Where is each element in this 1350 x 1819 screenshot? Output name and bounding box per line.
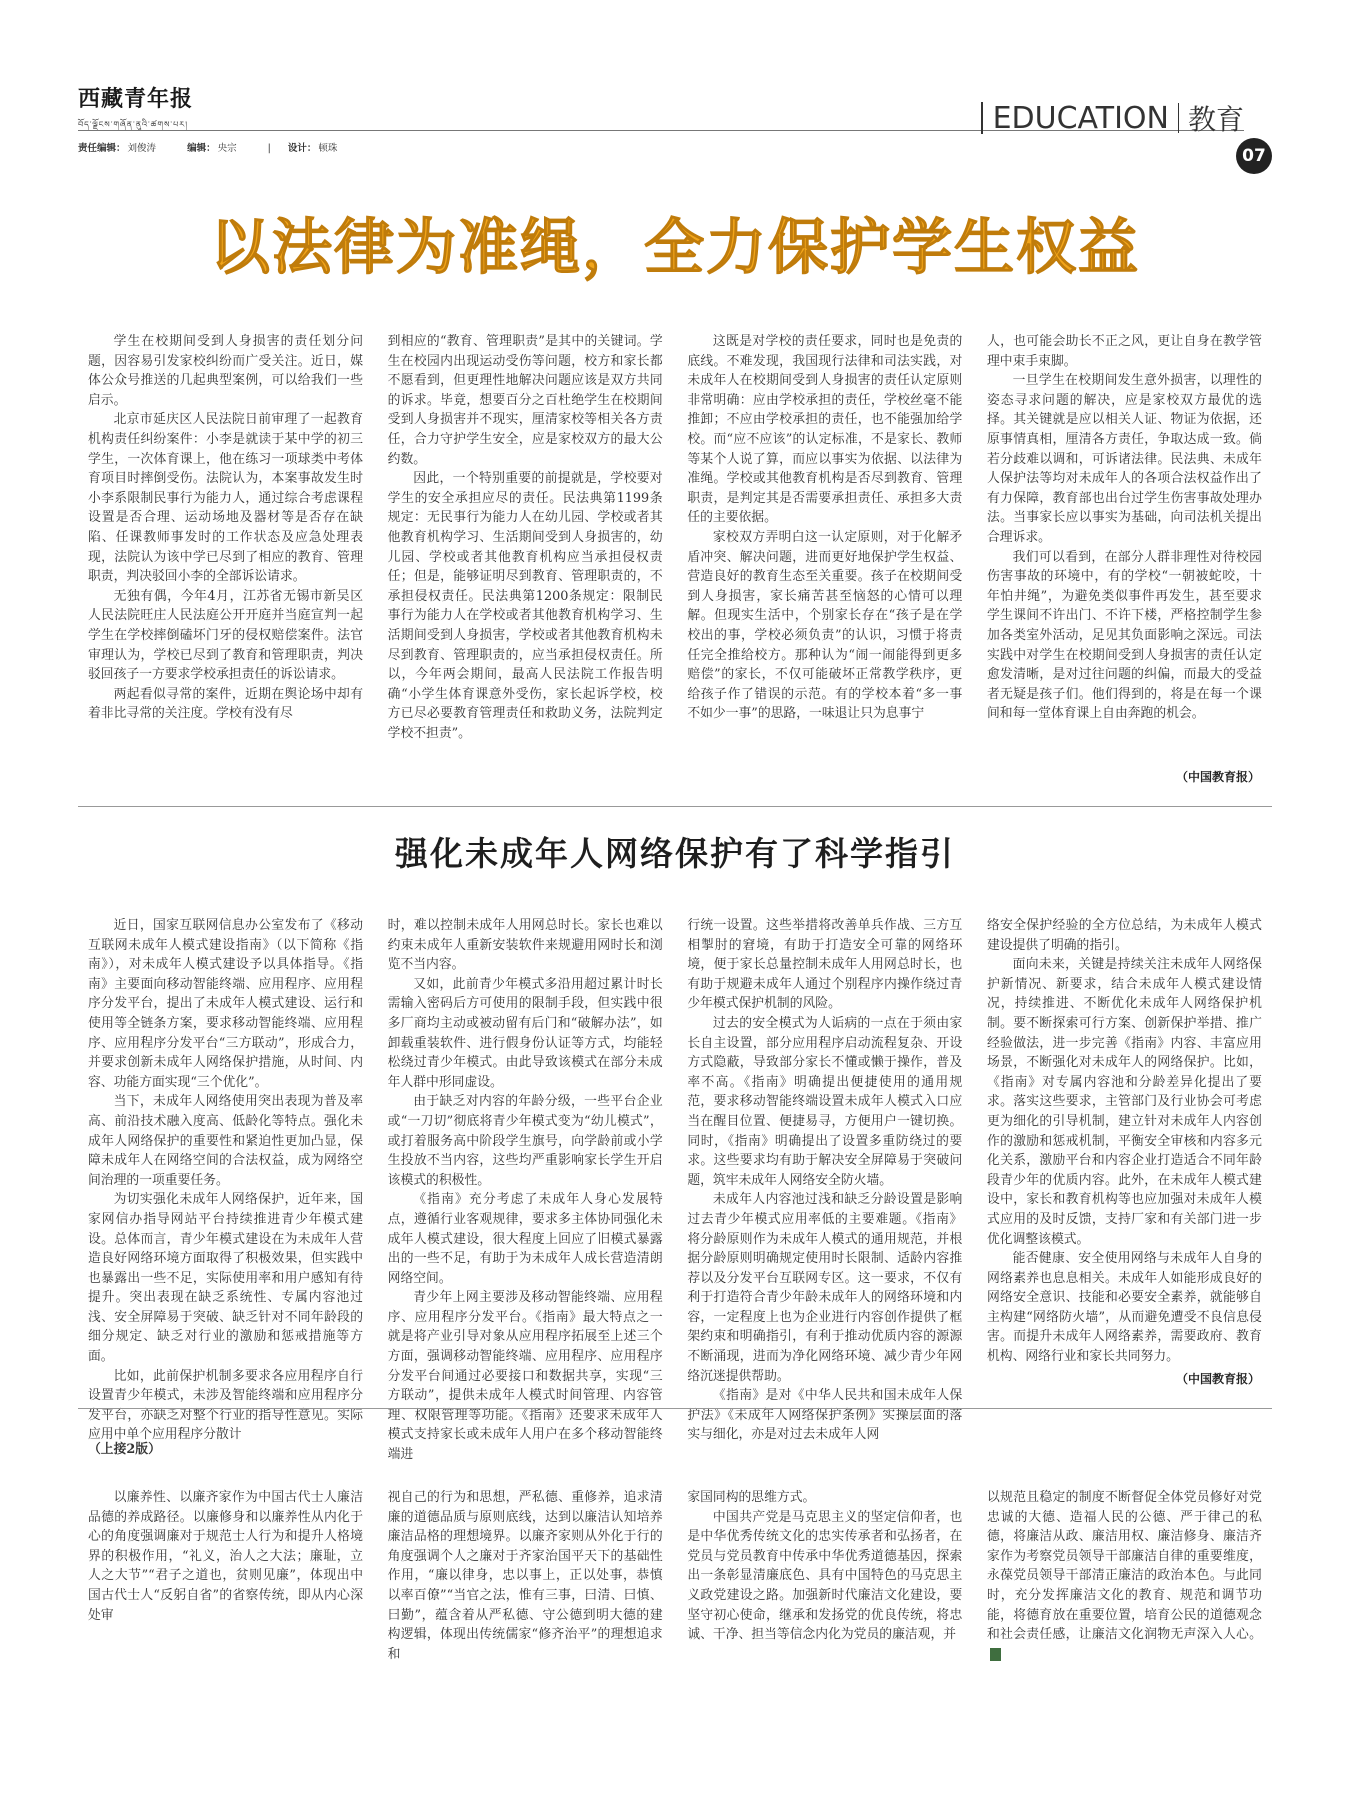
section-header xyxy=(981,98,1244,138)
paragraph: 学生在校期间受到人身损害的责任划分问题，因容易引发家校纠纷而广受关注。近日，媒体公众号推送的几起典型案例，可以给我们一些启示。 xyxy=(88,334,363,408)
paragraph: 到相应的“教育、管理职责”是其中的关键词。学生在校园内出现运动受伤等问题，校方和家长都不愿看到，但更理性地解决问题应该是双方共同的诉求。毕竟，想要百分之百杜绝学生在校期间受到人身损害并不现实，厘清家校等相关各方责任，合力守护学生安全，应是家校双方的最大公约数。 xyxy=(387,334,663,467)
paragraph: 近日，国家互联网信息办公室发布了《移动互联网未成年人模式建设指南》（以下简称《指南》），对未成年人模式建设予以具体指导。《指南》主要面向移动智能终端、应用程序、应用程序分发平台，提出了未成年人模式建设、运行和使用等全链条方案，要求移动智能终端、应用程序、应用程序分发平台“三方联动”，形成合力，并要求创新未成年人网络保护措施，从时间、内容、功能方面实现“三个优化”。 xyxy=(88,918,363,1090)
section-title-zh: 教育 xyxy=(1187,103,1244,136)
section-separator xyxy=(1178,103,1179,133)
article2-source: （中国教育报） xyxy=(1175,1372,1260,1386)
paragraph: 《指南》充分考虑了未成年人身心发展特点，遵循行业客观规律，要求多主体协同强化未成年人模式建设，很大程度上回应了旧模式暴露出的一些不足，有助于为未成年人成长营造清朗网络空间。 xyxy=(387,1192,663,1286)
divider xyxy=(78,806,1272,807)
paragraph: 以廉养性、以廉齐家作为中国古代士人廉洁品德的养成路径。以廉修身和以廉养性从内化于心的角度强调廉对于规范士人行为和提升人格境界的积极作用，“礼义，治人之大法；廉耻，立人之大节”“君子之道也，贫则见廉”，体现出中国古代士人“反躬自省”的省察传统，即从内心深处审 xyxy=(88,1490,363,1623)
paragraph: 以规范且稳定的制度不断督促全体党员修好对党忠诚的大德、造福人民的公德、严于律己的私德，将廉洁从政、廉洁用权、廉洁修身、廉洁齐家作为考察党员领导干部廉洁自律的重要维度，永葆党员领导干部清正廉洁的政治本色。与此同时，充分发挥廉洁文化的教育、规范和调节功能，将德育放在重要位置，培育公民的道德观念和社会责任感，让廉洁文化润物无声深入人心。 xyxy=(987,1488,1262,1664)
article2-column xyxy=(987,916,1262,1366)
divider xyxy=(78,1408,1272,1409)
article3-column xyxy=(987,1488,1262,1738)
paragraph: 一旦学生在校期间发生意外损害，以理性的姿态寻求问题的解决，应是家校双方最优的选择。其关键就是应以相关人证、物证为依据，还原事情真相，厘清各方责任，争取达成一致。倘若分歧难以调和，可诉诸法律。民法典、未成年人保护法等均对未成年人的各项合法权益作出了有力保障，教育部也出台过学生伤害事故处理办法。当事家长应以事实为基础，向司法机关提出合理诉求。 xyxy=(986,373,1262,545)
article1-source: （中国教育报） xyxy=(1175,770,1260,784)
credit-separator: | xyxy=(267,143,271,154)
paragraph: 时，难以控制未成年人用网总时长。家长也难以约束未成年人重新安装软件来规避用网时长和浏览不当内容。 xyxy=(387,918,663,973)
end-mark-icon xyxy=(990,1648,1001,1661)
article2-column xyxy=(387,916,663,1463)
article3-column xyxy=(388,1488,663,1738)
article1-headline: 以法律为准绳，全力保护学生权益 xyxy=(210,213,1140,283)
paragraph: 络安全保护经验的全方位总结，为未成年人模式建设提供了明确的指引。 xyxy=(986,918,1262,953)
paragraph: 无独有偶，今年4月，江苏省无锡市新吴区人民法院旺庄人民法庭公开开庭并当庭宣判一起学生在学校摔倒磕坏门牙的侵权赔偿案件。法官审理认为，学校已尽到了教育和管理职责，判决驳回孩子一方要求学校承担责任的诉讼请求。 xyxy=(88,588,363,683)
paragraph: 行统一设置。这些举措将改善单兵作战、三方互相掣肘的窘境，有助于打造安全可靠的网络环境，便于家长总量控制未成年人用网总时长，也有助于规避未成年人通过个别程序内操作绕过青少年模式保护机制的风险。 xyxy=(687,918,963,1012)
paragraph: 未成年人内容池过浅和缺乏分龄设置是影响过去青少年模式应用率低的主要难题。《指南》将分龄原则作为未成年人模式的通用规范，并根据分龄原则明确规定使用时长限制、适龄内容推荐以及分发平台互联网专区。这一要求，不仅有利于打造符合青少年龄未成年人的网络环境和内容，一定程度上也为企业进行内容创作提供了框架约束和明确指引，有利于推动优质内容的源源不断涌现，进而为净化网络环境、减少青少年网络沉迷提供帮助。 xyxy=(687,1192,963,1384)
article1-column xyxy=(88,332,363,787)
newspaper-name: 西藏青年报 xyxy=(78,86,194,112)
credit-editor: 责任编辑： 刘俊涛 xyxy=(78,143,157,154)
newspaper-name-tibetan: བོད་ལྗོངས་གཞོན་ནུའི་ཚགས་པར། xyxy=(78,120,188,129)
article1-column xyxy=(687,332,962,787)
paragraph: 能否健康、安全使用网络与未成年人自身的网络素养也息息相关。未成年人如能形成良好的网络安全意识、技能和必要安全素养，就能够自主构建“网络防火墙”，从而避免遭受不良信息侵害。而提升未成年人网络素养，需要政府、教育机构、网络行业和家长共同努力。 xyxy=(986,1251,1262,1365)
article2-column xyxy=(88,916,363,1443)
paragraph: 两起看似寻常的案件，近期在舆论场中却有着非比寻常的关注度。学校有没有尽 xyxy=(88,686,363,722)
continued-tag: （上接2版） xyxy=(88,1442,161,1457)
paragraph: 人，也可能会助长不正之风，更让自身在教学管理中束手束脚。 xyxy=(986,334,1262,369)
paragraph: 家国同构的思维方式。 xyxy=(687,1490,816,1505)
paragraph: 北京市延庆区人民法院日前审理了一起教育机构责任纠纷案件：小李是就读于某中学的初三学生，一次体育课上，他在练习一项球类中考体育项目时摔倒受伤。法院认为，本案事故发生时小李系限制民事行为能力人，通过综合考虑课程设置是否合理、运动场地及器材等是否存在缺陷、任课教师事发时的工作状态及应急处理表现，法院认为该中学已尽到了相应的教育、管理职责，判决驳回小李的全部诉讼请求。 xyxy=(88,412,363,585)
article3-column xyxy=(687,1488,962,1738)
article1-column xyxy=(987,332,1262,787)
article3-tag-row xyxy=(88,1440,1262,1464)
paragraph: 这既是对学校的责任要求，同时也是免责的底线。不难发现，我国现行法律和司法实践，对未成年人在校期间受到人身损害的责任认定原则非常明确：应由学校承担的责任，学校丝毫不能推卸；不应由学校承担的责任，也不能强加给学校。而“应不应该”的认定标准，不是家长、教师等某个人说了算，而应以事实为依据、以法律为准绳。学校或其他教育机构是否尽到教育、管理职责，是判定其是否需要承担责任、承担多大责任的主要依据。 xyxy=(687,334,963,526)
article3-body xyxy=(88,1488,1262,1738)
paragraph: 过去的安全模式为人诟病的一点在于须由家长自主设置，部分应用程序启动流程复杂、开设方式隐蔽，导致部分家长不懂或懒于操作，普及率不高。《指南》明确提出便捷使用的通用规范，要求移动智能终端设置未成年人模式入口应当在醒目位置、便捷易寻，方便用户一键切换。同时，《指南》明确提出了设置多重防绕过的要求。这些要求均有助于解决安全屏障易于突破问题，筑牢未成年人网络安全防火墙。 xyxy=(687,1015,963,1188)
paragraph: 因此，一个特别重要的前提就是，学校要对学生的安全承担应尽的责任。民法典第1199条规定：无民事行为能力人在幼儿园、学校或者其他教育机构学习、生活期间受到人身损害的，幼儿园、学校或者其他教育机构应当承担侵权责任；但是，能够证明尽到教育、管理职责的，不承担侵权责任。民法典第1200条规定：限制民事行为能力人在学校或者其他教育机构学习、生活期间受到人身损害，学校或者其他教育机构未尽到教育、管理职责的，应当承担侵权责任。所以，今年两会期间，最高人民法院工作报告明确“小学生体育课意外受伤，家长起诉学校，校方已尽必要教育管理责任和救助义务，法院判定学校不担责”。 xyxy=(387,471,663,741)
page-number: 07 xyxy=(1236,138,1272,174)
credits-line xyxy=(78,140,365,154)
article1-column xyxy=(388,332,663,787)
paragraph: 由于缺乏对内容的年龄分级，一些平台企业或“一刀切”彻底将青少年模式变为“幼儿模式”，或打着服务高中阶段学生旗号，向学龄前或小学生投放不当内容，这些均严重影响家长学生开启该模式的积极性。 xyxy=(387,1094,663,1188)
section-title-en: EDUCATION xyxy=(992,100,1169,136)
paragraph: 为切实强化未成年人网络保护，近年来，国家网信办指导网站平台持续推进青少年模式建设。总体而言，青少年模式建设在为未成年人营造良好网络环境方面取得了积极效果，但实践中也暴露出一些不足，实际使用率和用户感知有待提升。突出表现在缺乏系统性、专属内容池过浅、安全屏障易于突破、缺乏针对不同年龄段的细分规定、缺乏对行业的激励和惩戒措施等方面。 xyxy=(88,1192,363,1365)
paragraph: 我们可以看到，在部分人群非理性对待校园伤害事故的环境中，有的学校“一朝被蛇咬，十年怕井绳”，为避免类似事件再发生，甚至要求学生课间不许出门、不许下楼，严格控制学生参加各类室外活动，足见其负面影响之深远。司法实践中对学生在校期间受到人身损害的责任认定愈发清晰，是对过往问题的纠偏，而最大的受益者无疑是孩子们。他们得到的，将是在每一个课间和每一堂体育课上自由奔跑的机会。 xyxy=(986,549,1262,722)
paragraph: 当下，未成年人网络使用突出表现为普及率高、前沿技术融入度高、低龄化等特点。强化未成年人网络保护的重要性和紧迫性更加凸显，保障未成年人在网络空间的合法权益，成为网络空间治理的一项重要任务。 xyxy=(88,1094,363,1188)
credit-editor2: 编辑： 央宗 xyxy=(187,143,237,154)
section-bar xyxy=(981,102,983,134)
paragraph: 视自己的行为和思想，严私德、重修养，追求清廉的道德品质与原则底线，达到以廉洁认知培养廉洁品格的理想境界。以廉齐家则从外化于行的角度强调个人之廉对于齐家治国平天下的基础性作用，“廉以律身，忠以事上，正以处事，恭慎以率百僚”“当官之法，惟有三事，曰清、曰慎、曰勤”，蕴含着从严私德、守公德到明大德的建构逻辑，体现出传统儒家“修齐治平”的理想追求和 xyxy=(387,1490,663,1662)
paragraph: 面向未来，关键是持续关注未成年人网络保护新情况、新要求，结合未成年人模式建设情况，持续推进、不断优化未成年人网络保护机制。要不断探索可行方案、创新保护举措、推广经验做法，进一步完善《指南》内容、丰富应用场景，不断强化对未成年人的网络保护。比如，《指南》对专属内容池和分龄差异化提出了要求。落实这些要求，主管部门及行业协会可考虑更为细化的引导机制，建立针对未成年人内容创作的激励和惩戒机制，平衡安全审核和内容多元化关系，激励平台和内容企业打造适合不同年龄段青少年的优质内容。此外，在未成年人模式建设中，家长和教育机构等也应加强对未成年人模式应用的及时反馈，支持厂家和有关部门进一步优化调整该模式。 xyxy=(986,957,1262,1247)
paragraph: 中国共产党是马克思主义的坚定信仰者，也是中华优秀传统文化的忠实传承者和弘扬者，在党员与党员教育中传承中华优秀道德基因，探索出一条彰显清廉底色、具有中国特色的马克思主义政党建设之路。加强新时代廉洁文化建设，要坚守初心使命，继承和发扬党的优良传统，将忠诚、干净、担当等信念内化为党员的廉洁观，并 xyxy=(687,1509,963,1643)
article2-headline: 强化未成年人网络保护有了科学指引 xyxy=(395,834,955,873)
article1-body xyxy=(88,332,1262,787)
paragraph: 《指南》是对《中华人民共和国未成年人保护法》《未成年人网络保护条例》实操层面的落实与细化，亦是对过去未成年人网 xyxy=(687,1388,963,1443)
article2-column xyxy=(687,916,963,1443)
paragraph: 家校双方弄明白这一认定原则，对于化解矛盾冲突、解决问题，进而更好地保护学生权益、营造良好的教育生态至关重要。孩子在校期间受到人身损害，家长痛苦甚至恼怒的心情可以理解。但现实生活中，个别家长存在“孩子是在学校出的事，学校必须负责”的认识，习惯于将责任完全推给校方。那种认为“闹一闹能得到更多赔偿”的家长，不仅可能破坏正常教学秩序，更给孩子作了错误的示范。有的学校本着“多一事不如少一事”的思路，一味退让只为息事宁 xyxy=(687,529,963,722)
paragraph: 比如，此前保护机制多要求各应用程序自行设置青少年模式，未涉及智能终端和应用程序分发平台，亦缺乏对整个行业的指导性意见。实际应用中单个应用程序分散计 xyxy=(88,1368,363,1443)
credit-designer: 设计： 顿珠 xyxy=(287,143,338,154)
paragraph: 青少年上网主要涉及移动智能终端、应用程序、应用程序分发平台。《指南》最大特点之一就是将产业引导对象从应用程序拓展至上述三个方面，强调移动智能终端、应用程序、应用程序分发平台间通过必要接口和数据共享，实现“三方联动”，提供未成年人模式时间管理、内容管理、权限管理等功能。《指南》还要求未成年人模式支持家长或未成年人用户在多个移动智能终端进 xyxy=(387,1290,663,1463)
article3-column xyxy=(88,1488,363,1738)
paragraph: 又如，此前青少年模式多沿用超过累计时长需输入密码后方可使用的限制手段，但实践中很多厂商均主动或被动留有后门和“破解办法”，如卸载重装软件、进行假身份认证等方式，均能轻松绕过青少年模式。由此导致该模式在部分未成年人群中形同虚设。 xyxy=(387,976,663,1090)
